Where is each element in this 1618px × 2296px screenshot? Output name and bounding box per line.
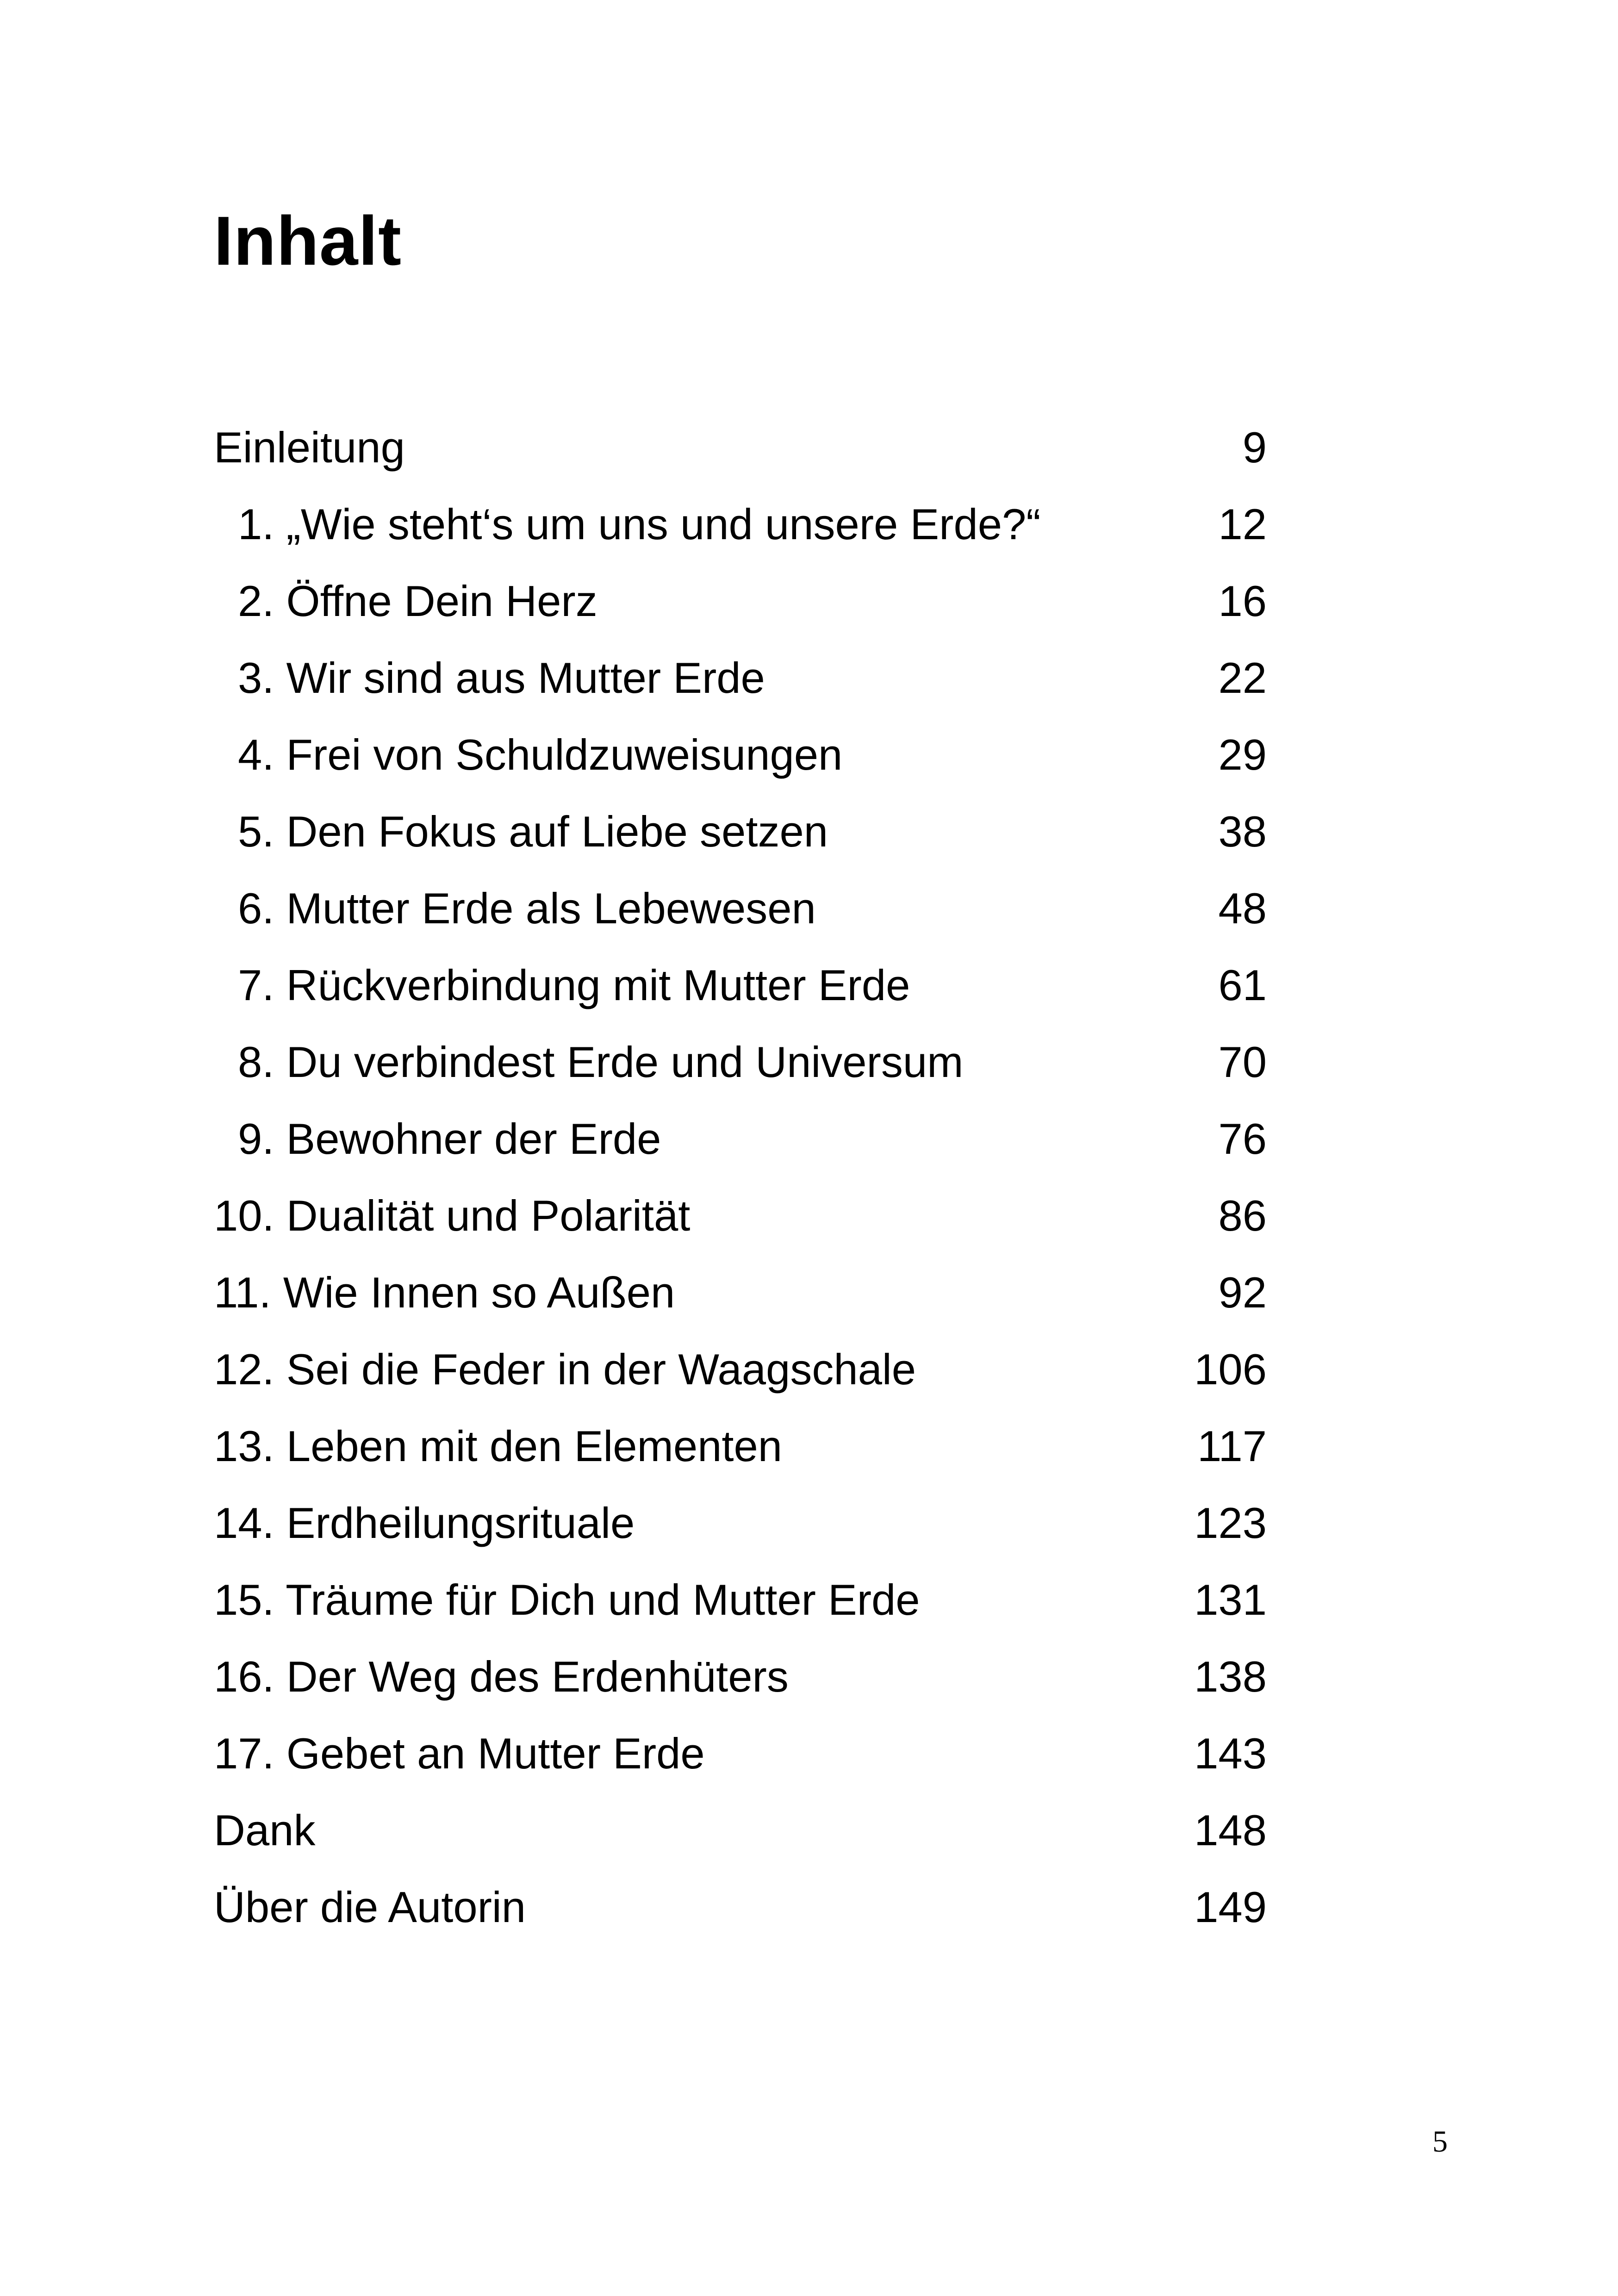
toc-entry-title: 11. Wie Innen so Außen (214, 1268, 675, 1317)
toc-entry-page: 48 (1218, 884, 1267, 933)
toc-entry (214, 1881, 1267, 1958)
toc-entry-page: 29 (1218, 730, 1267, 779)
toc-entry-title: Einleitung (214, 423, 405, 472)
toc-entry (214, 1189, 1267, 1266)
toc-entry-page: 143 (1194, 1729, 1267, 1778)
toc-entry-title: Dank (214, 1806, 316, 1854)
toc-entry-page: 76 (1218, 1114, 1267, 1163)
toc-entry (214, 575, 1267, 652)
toc-entry-title: 13. Leben mit den Elementen (214, 1422, 783, 1470)
toc-entry (214, 1804, 1267, 1881)
toc-entry-title: 3. Wir sind aus Mutter Erde (238, 653, 765, 702)
toc-entry (214, 959, 1267, 1036)
toc-entry-page: 38 (1218, 807, 1267, 856)
toc-entry-title: 9. Bewohner der Erde (238, 1114, 661, 1163)
toc-entry-title: 16. Der Weg des Erdenhüters (214, 1652, 789, 1701)
toc-entry-title: 14. Erdheilungsrituale (214, 1499, 635, 1547)
toc-entry (214, 421, 1267, 498)
toc-entry-page: 131 (1194, 1575, 1267, 1624)
contents-heading: Inhalt (214, 202, 402, 280)
toc-entry-page: 138 (1194, 1652, 1267, 1701)
toc-entry (214, 882, 1267, 959)
toc-entry-page: 106 (1194, 1345, 1267, 1394)
page-number: 5 (1432, 2125, 1448, 2159)
toc-entry (214, 1113, 1267, 1189)
table-of-contents (214, 421, 1267, 1958)
toc-entry (214, 728, 1267, 805)
toc-entry-title: 15. Träume für Dich und Mutter Erde (214, 1575, 920, 1624)
toc-entry-page: 22 (1218, 653, 1267, 702)
toc-entry-page: 123 (1194, 1499, 1267, 1547)
toc-entry (214, 805, 1267, 882)
toc-entry-title: 4. Frei von Schuldzuweisungen (238, 730, 843, 779)
toc-entry (214, 1266, 1267, 1343)
toc-entry (214, 498, 1267, 575)
toc-entry-page: 149 (1194, 1883, 1267, 1931)
toc-entry (214, 1727, 1267, 1804)
toc-entry-page: 86 (1218, 1191, 1267, 1240)
toc-entry (214, 1574, 1267, 1650)
toc-entry-title: 6. Mutter Erde als Lebewesen (238, 884, 816, 933)
toc-entry (214, 1420, 1267, 1497)
toc-entry-page: 16 (1218, 577, 1267, 625)
toc-entry (214, 1497, 1267, 1574)
toc-entry-title: 17. Gebet an Mutter Erde (214, 1729, 705, 1778)
toc-entry-page: 92 (1218, 1268, 1267, 1317)
toc-entry (214, 652, 1267, 728)
toc-entry (214, 1650, 1267, 1727)
toc-entry-title: 8. Du verbindest Erde und Universum (238, 1038, 964, 1086)
toc-entry-title: 10. Dualität und Polarität (214, 1191, 691, 1240)
toc-entry-title: 5. Den Fokus auf Liebe setzen (238, 807, 828, 856)
toc-entry (214, 1343, 1267, 1420)
toc-entry-page: 70 (1218, 1038, 1267, 1086)
toc-entry-page: 148 (1194, 1806, 1267, 1854)
toc-entry (214, 1036, 1267, 1113)
toc-entry-title: 2. Öffne Dein Herz (238, 577, 597, 625)
toc-entry-title: 7. Rückverbindung mit Mutter Erde (238, 961, 910, 1009)
toc-entry-title: 1. „Wie steht‘s um uns und unsere Erde?“ (238, 500, 1041, 548)
toc-entry-page: 61 (1218, 961, 1267, 1009)
toc-entry-page: 117 (1197, 1422, 1267, 1470)
toc-entry-title: 12. Sei die Feder in der Waagschale (214, 1345, 916, 1394)
toc-entry-page: 9 (1242, 423, 1267, 472)
toc-entry-page: 12 (1218, 500, 1267, 548)
toc-entry-title: Über die Autorin (214, 1883, 526, 1931)
